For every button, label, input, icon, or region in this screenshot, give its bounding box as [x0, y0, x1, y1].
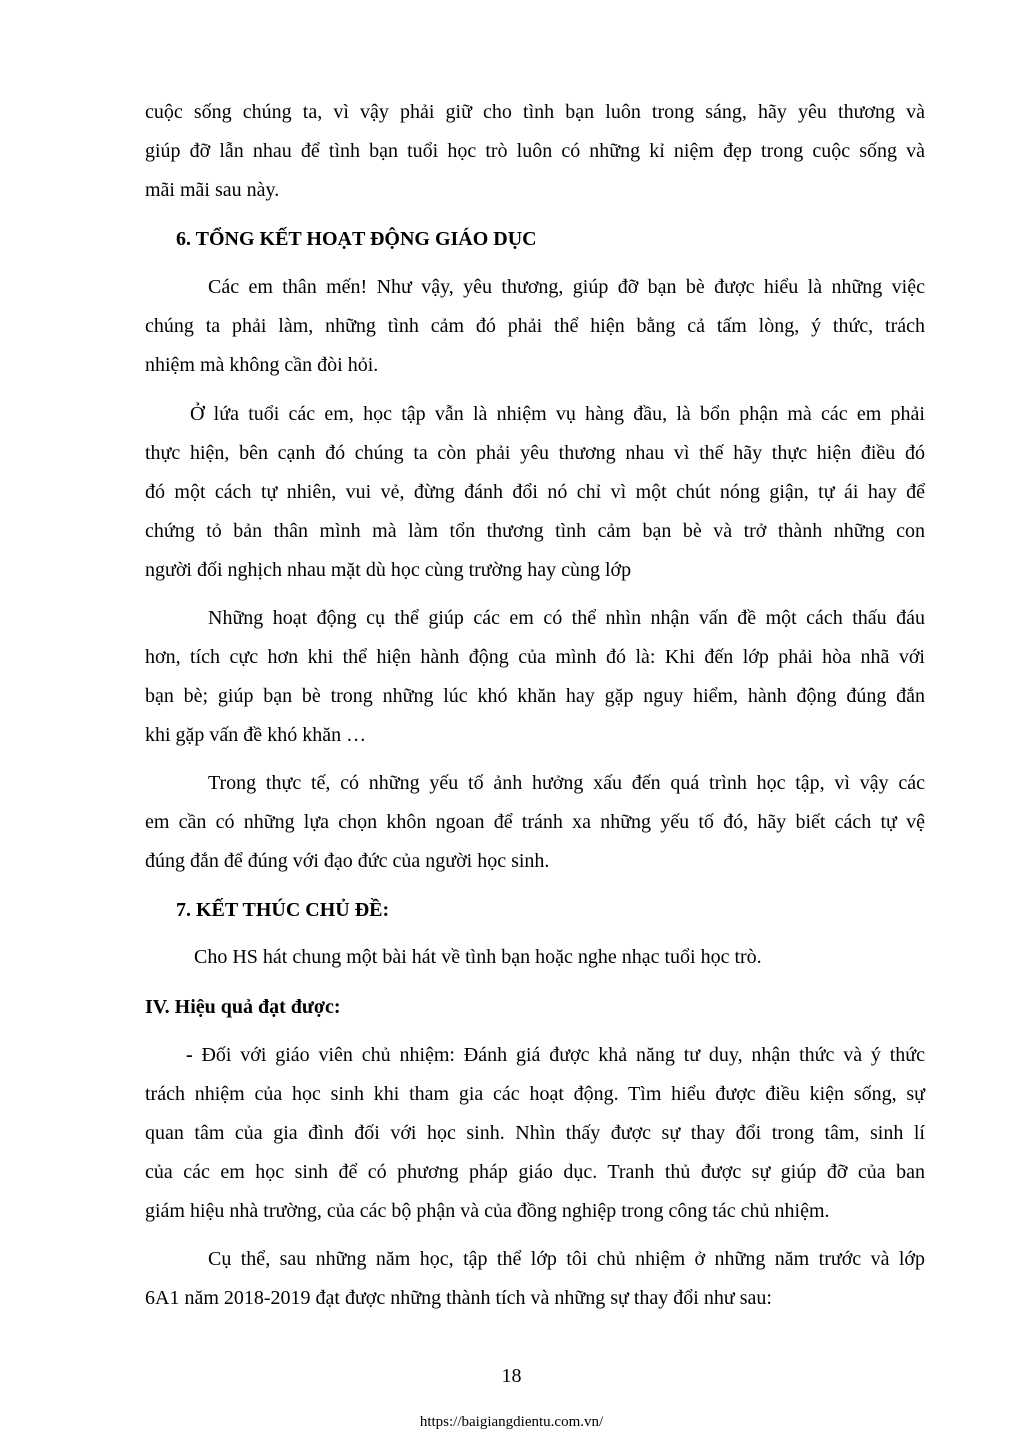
paragraph-line: em cần có những lựa chọn khôn ngoan để tránh xa những yếu tố đó, hãy biết cách tự vệ — [145, 811, 925, 833]
paragraph-line: 6A1 năm 2018-2019 đạt được những thành tích và những sự thay đổi như sau: — [145, 1287, 772, 1309]
paragraph-line: chúng ta phải làm, những tình cảm đó phải thể hiện bằng cả tấm lòng, ý thức, trách — [145, 315, 925, 337]
paragraph-line: nhiệm mà không cần đòi hỏi. — [145, 354, 379, 376]
section-heading-iv: IV. Hiệu quả đạt được: — [145, 996, 341, 1018]
paragraph-line: quan tâm của gia đình đối với học sinh. Nhìn thấy được sự thay đổi trong tâm, sinh lí — [145, 1122, 925, 1144]
paragraph-line: hơn, tích cực hơn khi thể hiện hành động của mình đó là: Khi đến lớp phải hòa nhã với — [145, 646, 925, 668]
section-heading-6: 6. TỔNG KẾT HOẠT ĐỘNG GIÁO DỤC — [176, 228, 537, 250]
footer-url: https://baigiangdientu.com.vn/ — [419, 1414, 604, 1430]
paragraph-line: thực hiện, bên cạnh đó chúng ta còn phải yêu thương nhau vì thế hãy thực hiện điều đó — [145, 442, 925, 464]
paragraph-line: mãi mãi sau này. — [145, 179, 280, 201]
paragraph-line: Cụ thể, sau những năm học, tập thể lớp tôi chủ nhiệm ở những năm trước và lớp — [208, 1248, 925, 1270]
paragraph-line: cuộc sống chúng ta, vì vậy phải giữ cho tình bạn luôn trong sáng, hãy yêu thương và — [145, 101, 925, 123]
paragraph-line: chứng tỏ bản thân mình mà làm tổn thương tình cảm bạn bè và trở thành những con — [145, 520, 925, 542]
bullet-dash: - — [186, 1044, 202, 1066]
paragraph-line: Trong thực tế, có những yếu tố ảnh hưởng xấu đến quá trình học tập, vì vậy các — [208, 772, 925, 794]
page-number: 18 — [501, 1365, 522, 1387]
paragraph-line: người đối nghịch nhau mặt dù học cùng trường hay cùng lớp — [145, 559, 632, 581]
paragraph-line: Các em thân mến! Như vậy, yêu thương, giúp đỡ bạn bè được hiểu là những việc — [208, 276, 925, 298]
paragraph-line: Ở lứa tuổi các em, học tập vẫn là nhiệm vụ hàng đầu, là bổn phận mà các em phải — [190, 403, 925, 425]
paragraph-line-text: Đối với giáo viên chủ nhiệm: Đánh giá được khả năng tư duy, nhận thức và ý thức — [201, 1044, 925, 1066]
paragraph-line: đó một cách tự nhiên, vui vẻ, đừng đánh đổi nó chỉ vì một chút nóng giận, tự ái hay để — [145, 481, 925, 503]
paragraph-line: giám hiệu nhà trường, của các bộ phận và của đồng nghiệp trong công tác chủ nhiệm. — [145, 1200, 830, 1222]
paragraph-line: trách nhiệm của học sinh khi tham gia các hoạt động. Tìm hiểu được điều kiện sống, sự — [145, 1083, 925, 1105]
paragraph-line: Cho HS hát chung một bài hát về tình bạn hoặc nghe nhạc tuổi học trò. — [194, 946, 762, 968]
section-heading-7: 7. KẾT THÚC CHỦ ĐỀ: — [176, 899, 390, 921]
paragraph-line: khi gặp vấn đề khó khăn … — [145, 724, 367, 746]
paragraph-line: đúng đắn để đúng với đạo đức của người học sinh. — [145, 850, 550, 872]
paragraph-line: Những hoạt động cụ thể giúp các em có thể nhìn nhận vấn đề một cách thấu đáu — [208, 607, 925, 629]
paragraph-line — [186, 1042, 925, 1068]
paragraph-line: của các em học sinh để có phương pháp giáo dục. Tranh thủ được sự giúp đỡ của ban — [145, 1161, 925, 1183]
paragraph-line: giúp đỡ lẫn nhau để tình bạn tuổi học trò luôn có những kỉ niệm đẹp trong cuộc sống và — [145, 140, 925, 162]
paragraph-line: bạn bè; giúp bạn bè trong những lúc khó khăn hay gặp nguy hiểm, hành động đúng đắn — [145, 685, 925, 707]
